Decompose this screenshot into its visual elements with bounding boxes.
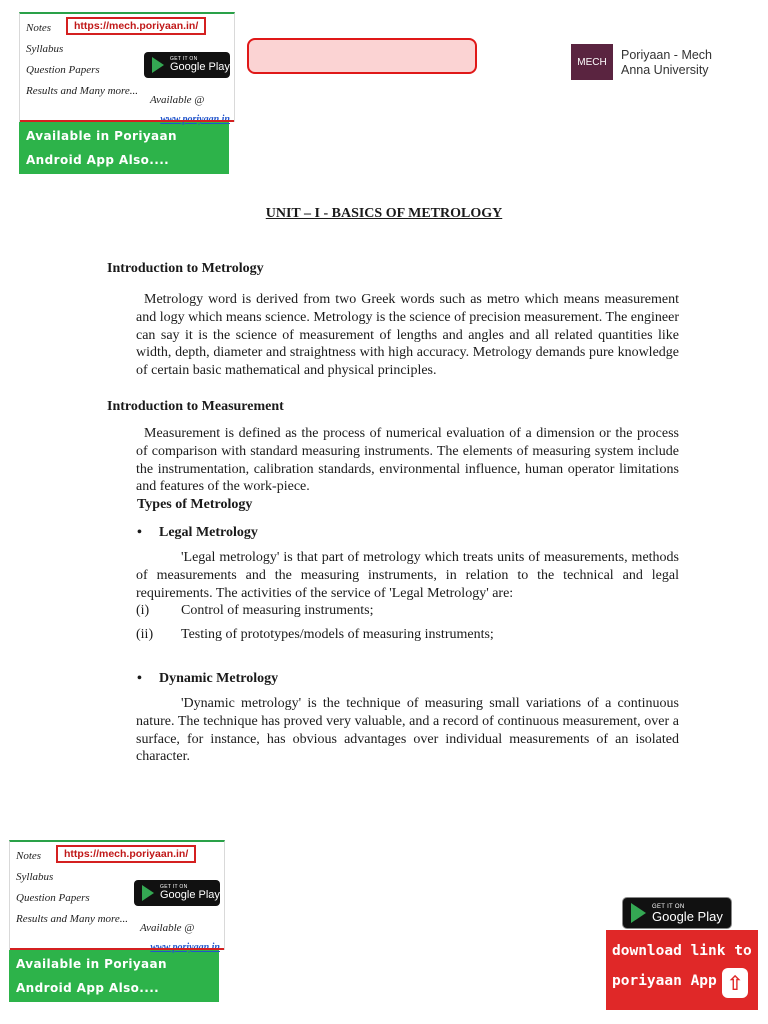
download-text: download link to poriyaan App bbox=[612, 943, 752, 989]
gp-big-label: Google Play bbox=[170, 61, 230, 73]
promo-divider bbox=[10, 948, 224, 950]
promo-card-body bbox=[19, 12, 235, 122]
google-play-badge-bottom[interactable] bbox=[622, 897, 732, 929]
heading-intro-metrology: Introduction to Metrology bbox=[107, 261, 264, 276]
promo-card-body bbox=[9, 840, 225, 950]
play-store-icon bbox=[142, 885, 154, 901]
logo-text bbox=[621, 48, 712, 78]
promo-card-bottom bbox=[9, 840, 225, 1002]
list-text: Control of measuring instruments; bbox=[181, 603, 374, 618]
list-item bbox=[136, 627, 494, 643]
promo-results[interactable]: Results and Many more... bbox=[26, 85, 139, 97]
promo-url-link[interactable]: https://mech.poriyaan.in/ bbox=[66, 17, 206, 35]
gp-small-label: GET IT ON bbox=[170, 56, 198, 62]
heading-types-of-metrology: Types of Metrology bbox=[137, 497, 253, 512]
promo-card-top bbox=[19, 12, 235, 174]
promo-results[interactable]: Results and Many more... bbox=[16, 913, 129, 925]
promo-android-banner[interactable]: Available in Poriyaan Android App Also.... bbox=[19, 122, 229, 174]
google-play-badge[interactable] bbox=[144, 52, 230, 78]
promo-notes[interactable]: Notes bbox=[26, 22, 52, 34]
play-store-icon bbox=[631, 903, 646, 923]
play-store-icon bbox=[152, 57, 164, 73]
list-number: (i) bbox=[136, 603, 150, 618]
bullet-dynamic-metrology bbox=[137, 671, 278, 687]
paragraph-dynamic-metrology: 'Dynamic metrology' is the technique of measuring small variations of a continuous nature. The technique has proved very valuable, and a record of continuous measurement, over a surface, for instance, has obvious advantages over individual measurements of an isolated character. bbox=[136, 696, 679, 765]
bullet-dynamic-label: Dynamic Metrology bbox=[159, 671, 279, 686]
promo-available: Available @ bbox=[140, 922, 195, 934]
header-pill[interactable] bbox=[247, 38, 477, 74]
list-item bbox=[136, 603, 373, 619]
promo-syllabus[interactable]: Syllabus bbox=[26, 43, 64, 55]
gp-big-label: Google Play bbox=[160, 889, 220, 901]
promo-divider bbox=[20, 120, 234, 122]
logo-line-1: Poriyaan - Mech bbox=[621, 48, 713, 62]
list-text: Testing of prototypes/models of measuring instruments; bbox=[181, 627, 494, 642]
promo-url-link[interactable]: https://mech.poriyaan.in/ bbox=[56, 845, 196, 863]
paragraph-legal-metrology: 'Legal metrology' is that part of metrology which treats units of measurements, methods of measurements and the measuring instruments, in relation to the technical and legal requirements. The activities of the service of 'Legal Metrology' are: bbox=[136, 550, 679, 601]
bullet-icon: • bbox=[137, 525, 142, 540]
upload-arrow-icon: ⇧ bbox=[722, 968, 748, 998]
gp-big-label: Google Play bbox=[652, 908, 723, 924]
promo-notes[interactable]: Notes bbox=[16, 850, 42, 862]
promo-syllabus[interactable]: Syllabus bbox=[16, 871, 54, 883]
promo-android-banner[interactable]: Available in Poriyaan Android App Also.... bbox=[9, 950, 219, 1002]
paragraph-intro-metrology: Metrology word is derived from two Greek words such as metro which means measurement and logy which means science. Metrology is the science of precision measurement. The engineer can say it is the science of measurement of lengths and angles and all related quantities like width, depth, diameter and straightness with high accuracy. Metrology demands pure knowledge of certain basic mathematical and physical principles. bbox=[136, 292, 679, 379]
mech-logo: MECH bbox=[571, 44, 613, 80]
promo-question-papers[interactable]: Question Papers bbox=[26, 64, 100, 76]
paragraph-intro-measurement: Measurement is defined as the process of numerical evaluation of a dimension or the process of comparison with standard measuring instruments. The elements of measuring system include the instrumentation, calibration standards, environmental influence, human operator limitations and features of the work-piece. bbox=[136, 426, 679, 495]
bullet-icon: • bbox=[137, 671, 142, 686]
promo-available: Available @ bbox=[150, 94, 205, 106]
google-play-badge[interactable] bbox=[134, 880, 220, 906]
bullet-legal-label: Legal Metrology bbox=[159, 525, 258, 540]
promo-question-papers[interactable]: Question Papers bbox=[16, 892, 90, 904]
download-app-button[interactable] bbox=[606, 930, 758, 1010]
list-number: (ii) bbox=[136, 627, 154, 642]
bullet-legal-metrology bbox=[137, 525, 258, 541]
gp-small-label: GET IT ON bbox=[160, 884, 188, 890]
heading-intro-measurement: Introduction to Measurement bbox=[107, 399, 284, 414]
logo-line-2: Anna University bbox=[621, 63, 709, 77]
gp-small-label: GET IT ON bbox=[652, 903, 685, 910]
document-title: UNIT – I - BASICS OF METROLOGY bbox=[265, 206, 503, 221]
